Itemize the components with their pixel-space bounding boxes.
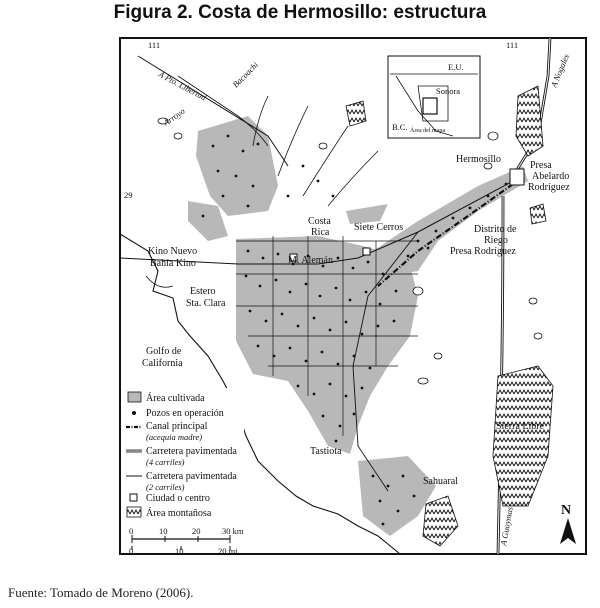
label-presa-1: Presa bbox=[530, 160, 552, 171]
label-bacoachi: Bacoachi bbox=[230, 59, 261, 90]
legend-label-montana: Área montañosa bbox=[146, 508, 212, 519]
grid-label-top-right: 111 bbox=[506, 40, 519, 50]
figure-title: Figura 2. Costa de Hermosillo: estructura bbox=[113, 2, 487, 23]
legend-label-cultivada: Área cultivada bbox=[146, 393, 205, 404]
label-presa-2: Abelardo bbox=[532, 171, 570, 182]
legend-swatch-cultivada bbox=[128, 392, 141, 402]
legend-label-carr2: Carretera pavimentada bbox=[146, 471, 237, 482]
label-estero-1: Estero bbox=[190, 286, 216, 297]
legend-sub-carr4: (4 carriles) bbox=[146, 457, 185, 467]
label-sahuaral: Sahuaral bbox=[423, 476, 458, 487]
label-a-pto-libertad: A Pto. Libertad bbox=[157, 68, 209, 103]
inset-area-label: Área del mapa bbox=[410, 128, 445, 134]
label-distrito-3: Presa Rodríguez bbox=[450, 246, 516, 257]
label-m-aleman: M. Alemán bbox=[288, 255, 333, 266]
label-costa-2: Rica bbox=[311, 227, 330, 238]
label-distrito-2: Riego bbox=[484, 235, 508, 246]
legend-label-carr4: Carretera pavimentada bbox=[146, 446, 237, 457]
legend-sub-carr2: (2 carriles) bbox=[146, 482, 185, 492]
scale-km-10: 10 bbox=[159, 526, 168, 536]
inset-bc-label: B.C. bbox=[392, 122, 408, 132]
label-arroyo: Arroyo bbox=[161, 105, 187, 128]
legend-label-canal: Canal principal bbox=[146, 421, 208, 432]
label-bahia-kino: Bahía Kino bbox=[150, 258, 196, 269]
scale-mi-0: 0 bbox=[129, 546, 134, 556]
label-a-nogales: A Nogales bbox=[548, 52, 571, 89]
legend-swatch-pozos bbox=[132, 411, 136, 415]
scale-km-0: 0 bbox=[129, 526, 134, 536]
label-hermosillo: Hermosillo bbox=[456, 154, 501, 165]
label-presa-3: Rodríguez bbox=[528, 182, 570, 193]
label-a-guaymas: A Guaymas bbox=[498, 505, 515, 547]
label-distrito-1: Distrito de bbox=[474, 224, 517, 235]
map-frame bbox=[118, 36, 588, 556]
scale-km-30: 30 km bbox=[222, 526, 244, 536]
grid-label-top-left: 111 bbox=[148, 40, 161, 50]
label-golfo-2: California bbox=[142, 358, 183, 369]
legend-swatch-montana bbox=[127, 507, 141, 517]
inset-eu-label: E.U. bbox=[448, 62, 464, 72]
scale-mi-10: 10 bbox=[175, 546, 184, 556]
grid-label-left: 29 bbox=[124, 190, 133, 200]
label-tastiota: Tastiota bbox=[310, 446, 342, 457]
label-sierra-libre: Sierra Libre bbox=[496, 421, 545, 432]
inset-sonora-label: Sonora bbox=[436, 86, 461, 96]
legend-label-pozos: Pozos en operación bbox=[146, 408, 224, 419]
scale-mi-20: 20 mi bbox=[218, 546, 238, 556]
label-golfo-1: Golfo de bbox=[146, 346, 182, 357]
north-label: N bbox=[561, 503, 572, 518]
legend-swatch-ciudad bbox=[130, 494, 137, 501]
map-svg bbox=[118, 36, 588, 556]
label-siete-cerros: Siete Cerros bbox=[354, 222, 404, 233]
label-kino-nuevo: Kino Nuevo bbox=[148, 246, 198, 257]
legend-label-ciudad: Ciudad o centro bbox=[146, 493, 210, 504]
legend bbox=[124, 388, 244, 534]
label-estero-2: Sta. Clara bbox=[186, 298, 226, 309]
legend-sub-canal: (acequia madre) bbox=[146, 432, 203, 442]
scale-km-20: 20 bbox=[192, 526, 201, 536]
figure-source: Fuente: Tomado de Moreno (2006). bbox=[8, 585, 194, 600]
label-costa-1: Costa bbox=[308, 216, 331, 227]
inset-map bbox=[388, 56, 480, 138]
